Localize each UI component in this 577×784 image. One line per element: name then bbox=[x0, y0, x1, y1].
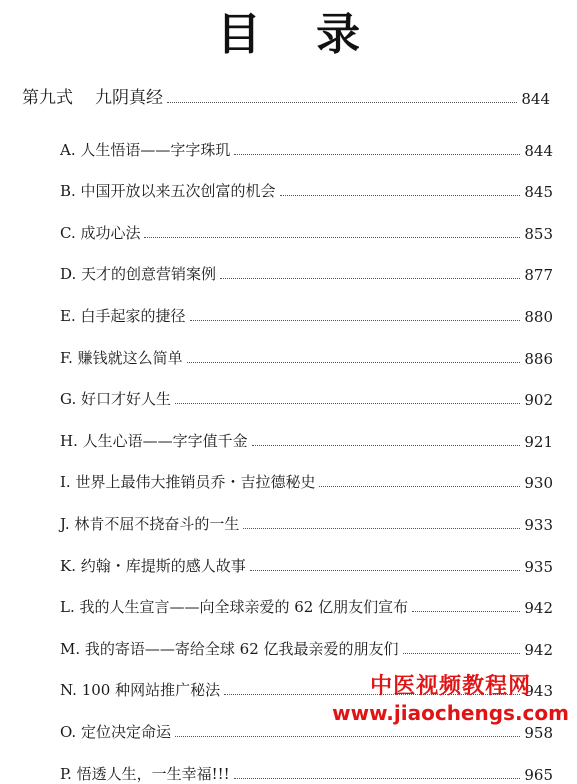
toc-entry-title: C. 成功心法 bbox=[60, 223, 141, 242]
dot-leader bbox=[144, 237, 520, 238]
dot-leader bbox=[250, 570, 521, 571]
dot-leader bbox=[175, 403, 520, 404]
toc-entry-page-number: 845 bbox=[524, 183, 553, 202]
chapter-name: 九阴真经 bbox=[95, 88, 163, 108]
toc-entry bbox=[60, 451, 553, 493]
toc-entry bbox=[60, 284, 553, 326]
toc-entry bbox=[60, 368, 553, 410]
toc-entry-page-number: 958 bbox=[524, 723, 553, 742]
dot-leader bbox=[234, 154, 520, 155]
page-title: 目 录 bbox=[216, 9, 381, 60]
dot-leader bbox=[403, 653, 521, 654]
toc-entry-page-number: 844 bbox=[524, 141, 553, 160]
watermark bbox=[332, 674, 569, 726]
dot-leader bbox=[175, 736, 520, 737]
dot-leader bbox=[280, 195, 521, 196]
watermark-site-name: 中医视频教程网 bbox=[370, 674, 532, 699]
toc-entry-title: K. 约翰・库提斯的感人故事 bbox=[60, 556, 246, 575]
dot-leader bbox=[412, 611, 520, 612]
toc-entry bbox=[60, 742, 553, 784]
toc-entry bbox=[60, 492, 553, 534]
toc-entry-title: F. 赚钱就这么简单 bbox=[60, 348, 183, 367]
toc-entry-page-number: 930 bbox=[524, 474, 553, 493]
toc-entry bbox=[60, 243, 553, 285]
toc-entry bbox=[60, 409, 553, 451]
toc-entry-title: A. 人生悟语——字字珠玑 bbox=[60, 140, 231, 159]
toc-entry-title: B. 中国开放以来五次创富的机会 bbox=[60, 182, 276, 201]
toc-entry-page-number: 943 bbox=[524, 682, 553, 701]
toc-entry-title: I. 世界上最伟大推销员乔・吉拉德秘史 bbox=[60, 473, 316, 492]
toc-entry-page-number: 853 bbox=[524, 224, 553, 243]
dot-leader bbox=[319, 486, 520, 487]
toc-entry-title: M. 我的寄语——寄给全球 62 亿我最亲爱的朋友们 bbox=[60, 639, 399, 658]
toc-entry-title: L. 我的人生宣言——向全球亲爱的 62 亿朋友们宣布 bbox=[60, 598, 409, 617]
toc-entry bbox=[60, 576, 553, 618]
toc-entry bbox=[60, 617, 553, 659]
toc-entry-page-number: 965 bbox=[524, 765, 553, 784]
toc-entry-page-number: 877 bbox=[524, 266, 553, 285]
chapter-number: 第九式 bbox=[22, 88, 73, 108]
toc-entry-page-number: 921 bbox=[524, 432, 553, 451]
toc-entry-title: H. 人生心语——字字值千金 bbox=[60, 431, 248, 450]
dot-leader bbox=[167, 102, 517, 103]
toc-entry-title: N. 100 种网站推广秘法 bbox=[60, 681, 221, 700]
dot-leader bbox=[187, 362, 521, 363]
toc-entry bbox=[60, 201, 553, 243]
dot-leader bbox=[190, 320, 521, 321]
toc-entry-title: J. 林肯不屈不挠奋斗的一生 bbox=[60, 514, 240, 533]
toc-entry-title: E. 白手起家的捷径 bbox=[60, 306, 186, 325]
chapter-page-number: 844 bbox=[521, 90, 550, 108]
dot-leader bbox=[220, 278, 520, 279]
toc-entry-page-number: 942 bbox=[524, 599, 553, 618]
toc-entry-title: D. 天才的创意营销案例 bbox=[60, 265, 217, 284]
toc-entry-page-number: 935 bbox=[524, 557, 553, 576]
toc-entry bbox=[60, 160, 553, 202]
toc-entry bbox=[60, 326, 553, 368]
toc-entry-page-number: 880 bbox=[524, 307, 553, 326]
toc-entry bbox=[60, 118, 553, 160]
toc-entry-title: P. 悟透人生，一生幸福!!! bbox=[60, 764, 230, 783]
toc-entry-title: G. 好口才好人生 bbox=[60, 390, 171, 409]
dot-leader bbox=[243, 528, 520, 529]
toc-entry-title: O. 定位决定命运 bbox=[60, 722, 171, 741]
toc-entry bbox=[60, 534, 553, 576]
chapter-heading bbox=[22, 80, 550, 108]
toc-entry-page-number: 902 bbox=[524, 391, 553, 410]
watermark-url: www.jiaochengs.com bbox=[332, 701, 569, 725]
toc-entry-page-number: 886 bbox=[524, 349, 553, 368]
dot-leader bbox=[252, 445, 521, 446]
toc-entry-page-number: 942 bbox=[524, 640, 553, 659]
toc-entry-page-number: 933 bbox=[524, 515, 553, 534]
